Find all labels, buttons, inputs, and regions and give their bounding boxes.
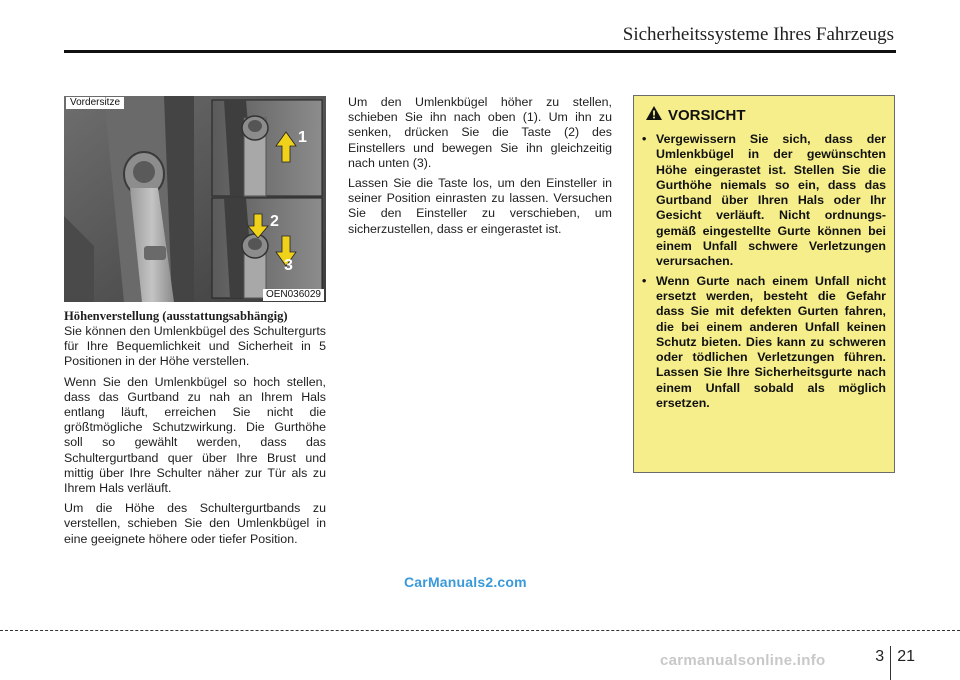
- caution-item-text: Vergewissern Sie sich, dass der Umlenkbügel in der gewünschten Höhe eingerastet ist. Stellen Sie die Gurthöhe niemals so ein, dass das Gurtband über Ihren Hals oder Ihr Gesicht verläuft. Nicht ordnungs-gemäß eingestellte Gurte können bei einem Unfall schwere Verletzungen verursachen.: [656, 132, 886, 269]
- caution-heading: [646, 106, 746, 124]
- figure-code: OEN036029: [263, 289, 324, 301]
- middle-column: [348, 95, 612, 242]
- warning-triangle-icon: [646, 106, 662, 124]
- header-rule: [64, 50, 896, 53]
- callout-1: 1: [298, 129, 307, 146]
- caution-item: [642, 132, 886, 270]
- page-header-title: Sicherheitssysteme Ihres Fahrzeugs: [622, 24, 894, 45]
- caution-list: [642, 132, 886, 415]
- paragraph: Lassen Sie die Taste los, um den Einsteller in seiner Position einrasten zu lassen. Versuchen Sie den Einsteller zu verschieben, um sicherzustellen, dass er eingerastet ist.: [348, 176, 612, 236]
- paragraph: Sie können den Umlenkbügel des Schultergurts für Ihre Bequemlichkeit und Sicherheit in 5 Positionen in der Höhe verstellen.: [64, 324, 326, 369]
- caution-item-text: Wenn Gurte nach einem Unfall nicht ersetzt werden, besteht die Gefahr dass Sie mit defekten Gurten fahren, die bei einem anderen Unfall keinen Schutz bieten. Dies kann zu schweren oder tödlichen Verletzungen führen. Lassen Sie Ihre Sicherheitsgurte nach einem Unfall sobald als möglich ersetzen.: [656, 273, 886, 411]
- caution-title: VORSICHT: [668, 106, 746, 124]
- seatbelt-figure: [64, 96, 326, 302]
- paragraph: Um die Höhe des Schultergurtbands zu verstellen, schieben Sie den Umlenkbügel in eine geeignete höhere oder tiefer Position.: [64, 501, 326, 546]
- paragraph: Um den Umlenkbügel höher zu stellen, schieben Sie ihn nach oben (1). Um ihn zu senken, drücken Sie die Taste (2) des Einstellers und bewegen Sie ihn gleichzeitig nach unten (3).: [348, 95, 612, 170]
- left-column: [64, 309, 326, 552]
- chapter-number: 3: [875, 648, 885, 665]
- bullet: •: [642, 132, 647, 146]
- page-number: [875, 640, 915, 674]
- page-number-divider: [890, 646, 891, 680]
- site-watermark: carmanualsonline.info: [660, 652, 826, 669]
- callout-2: 2: [270, 213, 279, 230]
- page-number-value: 21: [897, 648, 915, 665]
- footer-rule: [0, 630, 960, 631]
- watermark-link[interactable]: CarManuals2.com: [404, 574, 527, 590]
- caution-item: [642, 274, 886, 412]
- figure-caption: Vordersitze: [66, 97, 124, 109]
- seatbelt-illustration: [64, 96, 326, 302]
- paragraph: Wenn Sie den Umlenkbügel so hoch stellen, dass das Gurtband zu nah an Ihrem Hals entlang läuft, erreichen Sie nicht die größtmögliche Schutzwirkung. Die Gurthöhe soll so gewählt werden, dass das Schultergurtband quer über Ihre Brust und mittig über Ihre Schulter näher zur Tür als zu Ihrem Hals verläuft.: [64, 374, 326, 496]
- callout-3: 3: [284, 257, 293, 274]
- caution-box: [633, 95, 895, 473]
- section-heading: Höhenverstellung (ausstattungsabhängig): [64, 309, 288, 323]
- bullet: •: [642, 273, 647, 288]
